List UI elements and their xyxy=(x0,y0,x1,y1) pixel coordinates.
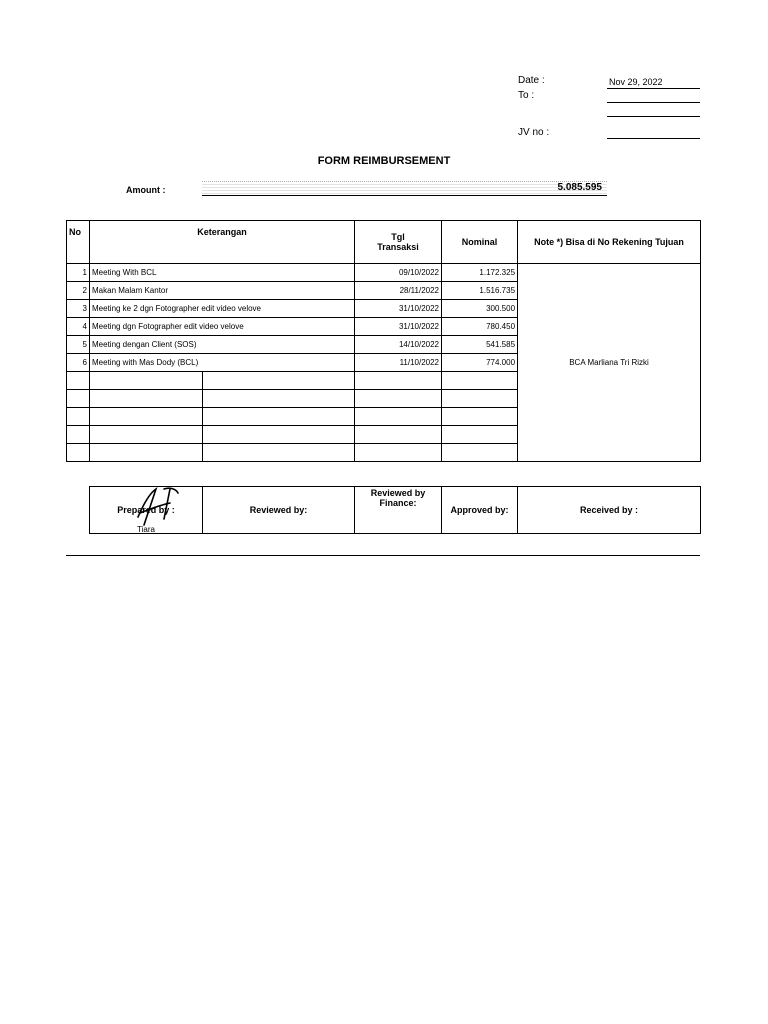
row-description: Meeting dgn Fotographer edit video velove xyxy=(90,318,355,336)
header-note: Note *) Bisa di No Rekening Tujuan xyxy=(518,221,701,264)
reviewed-by-label: Reviewed by: xyxy=(249,505,308,515)
note-bank-account: BCA Marliana Tri Rizki xyxy=(518,264,701,462)
bottom-divider xyxy=(66,555,700,556)
row-nominal: 300.500 xyxy=(442,300,518,318)
jv-label: JV no : xyxy=(518,127,550,138)
date-label: Date : xyxy=(518,75,545,86)
reviewed-by-cell xyxy=(203,487,355,534)
to-label: To : xyxy=(518,90,535,101)
received-by-label: Received by : xyxy=(579,505,639,515)
row-description: Meeting dengan Client (SOS) xyxy=(90,336,355,354)
signature-mark xyxy=(130,483,190,531)
header-tgl-line1: Tgl xyxy=(391,232,405,242)
row-nominal: 1.172.325 xyxy=(442,264,518,282)
form-title: FORM REIMBURSEMENT xyxy=(317,155,451,167)
row-description: Meeting with Mas Dody (BCL) xyxy=(90,354,355,372)
header-tgl-transaksi xyxy=(355,221,442,264)
row-no: 6 xyxy=(67,354,90,372)
signature-table xyxy=(89,486,701,534)
row-nominal: 1.516.735 xyxy=(442,282,518,300)
approved-by-label: Approved by: xyxy=(450,505,509,515)
reviewed-finance-cell xyxy=(355,487,442,534)
jv-underline xyxy=(607,138,700,139)
row-date: 28/11/2022 xyxy=(355,282,442,300)
row-date: 31/10/2022 xyxy=(355,318,442,336)
row-description: Makan Malam Kantor xyxy=(90,282,203,300)
row-description-ext xyxy=(203,264,355,282)
header-no: No xyxy=(67,221,90,264)
table-row xyxy=(67,264,701,282)
row-date: 14/10/2022 xyxy=(355,336,442,354)
reviewed-finance-line2: Finance: xyxy=(379,498,417,508)
header-nominal: Nominal xyxy=(442,221,518,264)
header-keterangan: Keterangan xyxy=(90,221,355,264)
reimbursement-table xyxy=(66,220,701,462)
to-underline xyxy=(607,102,700,103)
row-nominal: 541.585 xyxy=(442,336,518,354)
amount-label: Amount : xyxy=(126,185,166,195)
date-value: Nov 29, 2022 xyxy=(609,77,663,87)
approved-by-cell xyxy=(442,487,518,534)
received-by-cell xyxy=(518,487,701,534)
row-description: Meeting With BCL xyxy=(90,264,203,282)
row-description: Meeting ke 2 dgn Fotographer edit video velove xyxy=(90,300,355,318)
to-underline-2 xyxy=(607,116,700,117)
row-no: 2 xyxy=(67,282,90,300)
table-header-row xyxy=(67,221,701,264)
row-date: 11/10/2022 xyxy=(355,354,442,372)
header-tgl-line2: Transaksi xyxy=(377,242,419,252)
row-no: 5 xyxy=(67,336,90,354)
preparer-name: Tiara xyxy=(137,525,155,534)
date-underline xyxy=(607,88,700,89)
row-date: 31/10/2022 xyxy=(355,300,442,318)
row-nominal: 774.000 xyxy=(442,354,518,372)
prepared-by-label: Prepared by : xyxy=(117,505,175,515)
reviewed-finance-line1: Reviewed by xyxy=(370,488,426,498)
row-date: 09/10/2022 xyxy=(355,264,442,282)
amount-value: 5.085.595 xyxy=(557,182,602,193)
row-no: 1 xyxy=(67,264,90,282)
prepared-by-cell xyxy=(90,487,203,534)
row-description-ext xyxy=(203,282,355,300)
row-nominal: 780.450 xyxy=(442,318,518,336)
row-no: 4 xyxy=(67,318,90,336)
row-no: 3 xyxy=(67,300,90,318)
